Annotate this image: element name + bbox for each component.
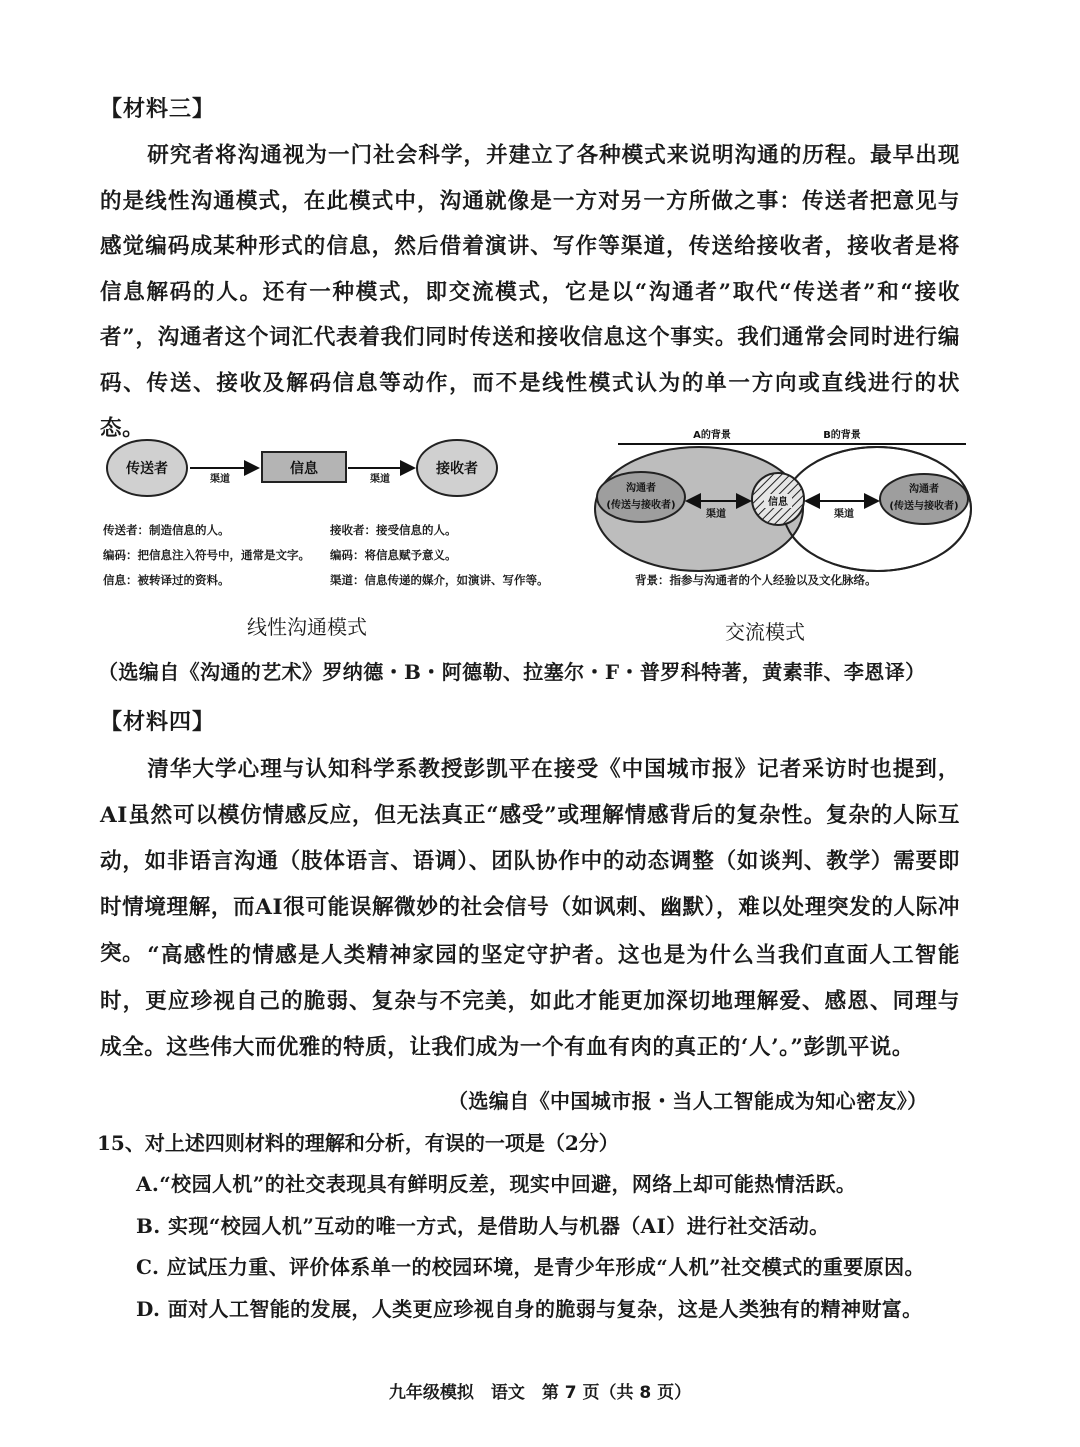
sender-label: 传送者 <box>126 461 168 477</box>
material4-paragraph-1: 清华大学心理与认知科学系教授彭凯平在接受《中国城市报》记者采访时也提到，AI虽然可以模仿情感反应，但无法真正“感受”或理解情感背后的复杂性。复杂的人际互动，如非语言沟通（肢体语言、语调）、团队协作中的动态调整（如谈判、教学）需要即时情境理解，而AI很可能误解微妙的社会信号（如讽刺、幽默），难以处理突发的人际冲突。 <box>100 757 960 966</box>
option-d[interactable]: D. 面对人工智能的发展，人类更应珍视自身的脆弱与复杂，这是人类独有的精神财富。 <box>136 1297 923 1321</box>
message-label: 信息 <box>290 461 318 477</box>
receiver-label: 接收者 <box>436 461 478 477</box>
exchange-message-label: 信息 <box>768 497 788 508</box>
b-background-label: B的背景 <box>823 430 861 441</box>
page-footer: 九年级模拟 语文 第 7 页（共 8 页） <box>388 1383 692 1403</box>
exchange-channel-label-1: 渠道 <box>706 509 726 520</box>
material3-heading: 【材料三】 <box>100 96 216 122</box>
material4-paragraph-2: “高感性的情感是人类精神家园的坚定守护者。这也是为什么当我们直面人工智能时，更应珍视自己的脆弱、复杂与不完美，如此才能更加深切地理解爱、感恩、同理与成全。这些伟大而优雅的特质，让我们成为一个有血有肉的真正的‘人’。”彭凯平说。 <box>100 943 960 1060</box>
source-citation-2: （选编自《中国城市报・当人工智能成为知心密友》） <box>448 1089 928 1113</box>
linear-model-caption: 线性沟通模式 <box>247 615 367 639</box>
linear-model-diagram <box>100 432 520 512</box>
material4-heading: 【材料四】 <box>100 709 216 735</box>
communicator-a-label: 沟通者 <box>626 483 656 494</box>
exchange-model-caption: 交流模式 <box>725 620 805 644</box>
channel-label-1: 渠道 <box>210 474 230 485</box>
definition-encode: 编码：把信息注入符号中，通常是文字。 <box>103 548 310 562</box>
definition-message: 信息：被转译过的资料。 <box>103 573 230 587</box>
question-stem: 15、对上述四则材料的理解和分析，有误的一项是（2分） <box>97 1131 619 1155</box>
material3-paragraph: 研究者将沟通视为一门社会科学，并建立了各种模式来说明沟通的历程。最早出现的是线性沟通模式，在此模式中，沟通就像是一方对另一方所做之事：传送者把意见与感觉编码成某种形式的信息，然后借着演讲、写作等渠道，传送给接收者，接收者是将信息解码的人。还有一种模式，即交流模式，它是以“沟通者”取代“传送者”和“接收者”，沟通者这个词汇代表着我们同时传送和接收信息这个事实。我们通常会同时进行编码、传送、接收及解码信息等动作，而不是线性模式认为的单一方向或直线进行的状态。 <box>100 143 960 441</box>
definition-background: 背景：指参与沟通者的个人经验以及文化脉络。 <box>635 573 877 587</box>
option-b[interactable]: B. 实现“校园人机”互动的唯一方式，是借助人与机器（AI）进行社交活动。 <box>136 1214 830 1238</box>
communicator-a-sublabel: (传送与接收者) <box>606 500 676 511</box>
a-background-label: A的背景 <box>693 430 731 441</box>
definition-sender: 传送者：制造信息的人。 <box>103 523 230 537</box>
source-citation-1: （选编自《沟通的艺术》罗纳德・B・阿德勒、拉塞尔・F・普罗科特著，黄素菲、李恩译） <box>98 660 926 684</box>
option-a[interactable]: A.“校园人机”的社交表现具有鲜明反差，现实中回避，网络上却可能热情活跃。 <box>136 1172 857 1196</box>
exchange-model-diagram <box>592 426 974 576</box>
channel-label-2: 渠道 <box>370 474 390 485</box>
definition-channel: 渠道：信息传递的媒介，如演讲、写作等。 <box>330 573 549 587</box>
definition-decode: 编码：将信息赋予意义。 <box>330 548 457 562</box>
communicator-b-label: 沟通者 <box>909 484 939 495</box>
communicator-a-node <box>597 472 685 522</box>
communicator-b-node <box>880 474 968 524</box>
exchange-channel-label-2: 渠道 <box>834 509 854 520</box>
definition-receiver: 接收者：接受信息的人。 <box>330 523 457 537</box>
option-c[interactable]: C. 应试压力重、评价体系单一的校园环境，是青少年形成“人机”社交模式的重要原因。 <box>136 1255 925 1279</box>
communicator-b-sublabel: (传送与接收者) <box>889 501 959 512</box>
